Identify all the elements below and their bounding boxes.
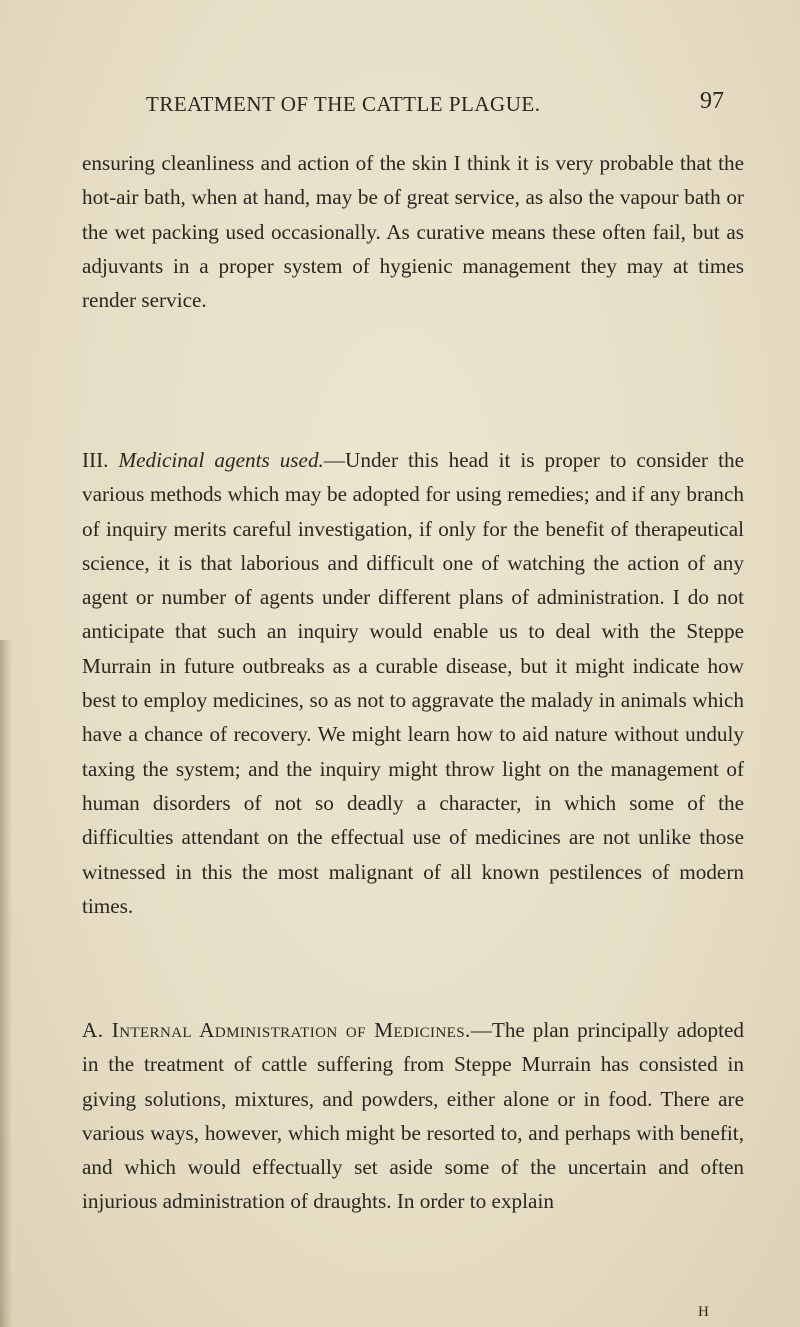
running-header: TREATMENT OF THE CATTLE PLAGUE. (146, 92, 541, 116)
paragraph-text: —Under this head it is proper to consider the various methods which may be adopted for using remedies; and if any branch of inquiry merits careful investigation, if only for the benefit of therapeutical science, it is that laborious and difficult one of watching the action of any agent or number of agents under different plans of administration. I do not anticipate that such an inquiry would enable us to deal with the Steppe Murrain in future outbreaks as a curable disease, but it might indicate how best to employ medicines, so as not to aggravate the malady in animals which have a chance of recovery. We might learn how to aid nature without unduly taxing the system; and the inquiry might throw light on the management of human disorders of not so deadly a character, in which some of the difficulties attendant on the effectual use of medicines are not unlike those witnessed in this the most malignant of all known pestilences of modern times. (82, 448, 745, 918)
paragraph-internal-administration (82, 1013, 744, 1219)
signature-mark: H (698, 1304, 709, 1320)
paragraph-medicinal-agents (82, 443, 744, 923)
paragraph-text: ensuring cleanliness and action of the skin I think it is very probable that the hot-air bath, when at hand, may be of great service, as also the vapour bath or the wet packing used occasionally. As curative means these often fail, but as adjuvants in a proper system of hygienic management they may at times render service. (82, 151, 744, 313)
section-heading: Medicinal agents used. (118, 448, 324, 472)
paragraph-hygienic-management (82, 146, 744, 317)
page-number: 97 (700, 88, 724, 114)
subsection-heading: A. Internal Administration of Medicines. (82, 1018, 471, 1042)
section-number: III. (82, 448, 109, 472)
paragraph-text: —The plan principally adopted in the treatment of cattle suffering from Steppe Murrain has consisted in giving solutions, mixtures, and powders, either alone or in food. There are various ways, however, which might be resorted to, and perhaps with benefit, and which would effectually set aside some of the uncertain and often injurious administration of draughts. In order to explain (82, 1018, 744, 1214)
page-gutter-shadow (0, 640, 12, 1327)
